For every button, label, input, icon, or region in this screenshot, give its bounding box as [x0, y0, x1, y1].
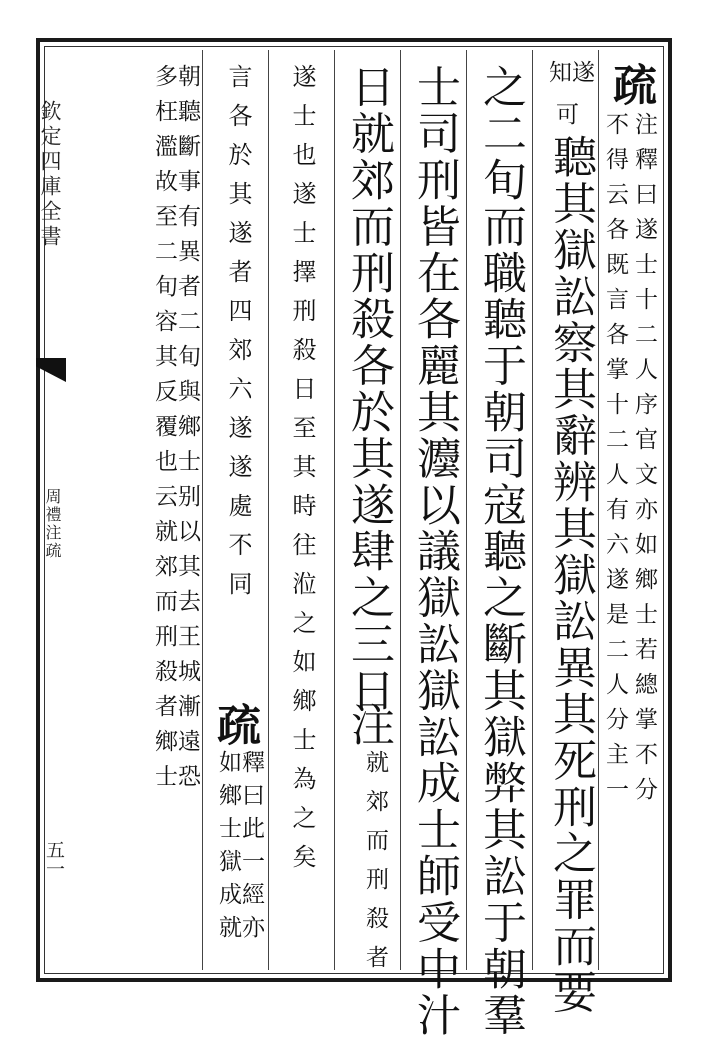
book-title: 周禮注疏 — [43, 488, 62, 560]
text-column — [400, 50, 466, 1038]
commentary-line: 不得云各既言各掌十二人有六遂是二人分主一 — [602, 112, 628, 812]
margin-gutter — [0, 40, 70, 980]
commentary-line: 多枉濫故至二旬容其反覆也云就郊而刑殺者鄉士 — [151, 64, 177, 799]
main-text: 聽其獄訟察其辭辨其獄訟異其死刑之罪而要 — [545, 134, 596, 1016]
collection-title: 欽定四庫全書 — [38, 100, 62, 250]
commentary-line: 言各於其遂者四郊六遂遂處不同 — [224, 64, 252, 610]
main-text: 之二旬而職聽于朝司寇聽之斷其獄弊其訟于朝羣 — [475, 64, 526, 1038]
annotation-marker: 注 — [343, 702, 394, 749]
text-column — [532, 50, 598, 1016]
text-column — [466, 50, 532, 1038]
commentary-line: 知 — [545, 60, 571, 97]
commentary-line: 可 — [552, 102, 578, 139]
commentary-line: 朝聽斷事有異者二旬與鄉士别以其去王城漸遠恐 — [174, 64, 200, 799]
text-columns — [70, 50, 664, 1038]
main-text: 士司刑皆在各麗其灋以議獄訟獄訟成士師受中汁 — [409, 64, 460, 1038]
commentary-line: 遂 — [568, 60, 594, 97]
text-column — [268, 50, 334, 970]
text-column — [334, 50, 400, 984]
page-number: 五一 — [43, 840, 65, 878]
commentary-line: 釋曰此一經亦 — [238, 750, 264, 948]
text-column — [598, 50, 664, 970]
text-column — [136, 50, 202, 970]
fish-tail-mark — [36, 358, 66, 382]
commentary-marker: 疏 — [605, 62, 656, 109]
commentary-line: 就郊而刑殺者 — [362, 750, 388, 984]
text-column — [202, 50, 268, 970]
main-text: 日就郊而刑殺各於其遂肆之三日 — [343, 64, 394, 714]
commentary-line: 如鄉士獄成就 — [215, 750, 241, 948]
commentary-line: 注釋曰遂士十二人序官文亦如鄉士若總掌不分 — [631, 112, 657, 812]
commentary-marker: 疏 — [209, 702, 260, 749]
commentary-line: 遂士也遂士擇刑殺日至其時往涖之如鄉士為之矣 — [288, 64, 316, 883]
